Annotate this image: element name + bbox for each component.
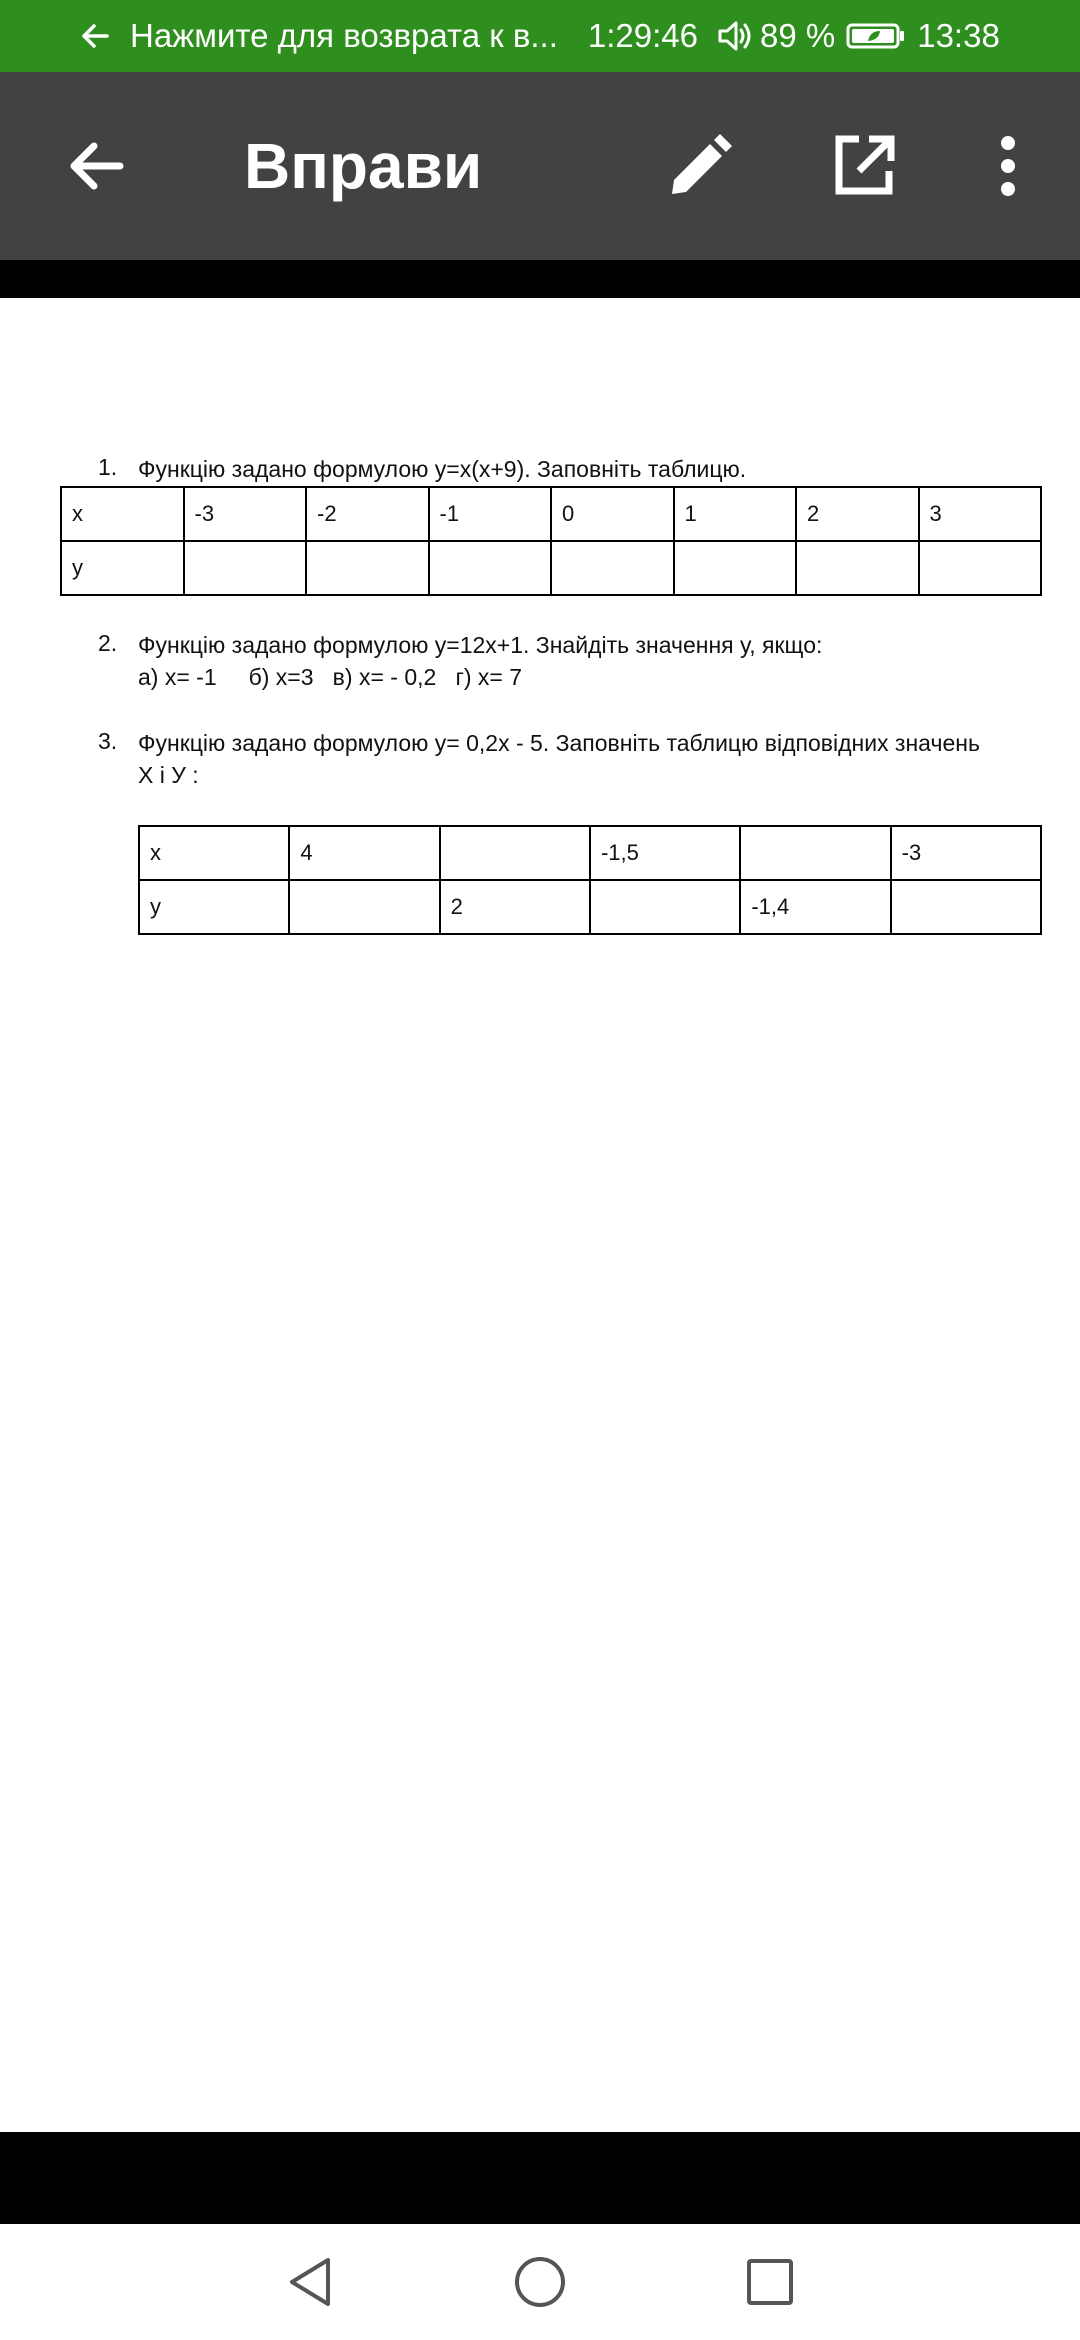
question-number: 1.: [98, 454, 118, 480]
back-arrow-icon[interactable]: [52, 122, 140, 210]
question-text-line2: Х і У :: [138, 762, 199, 788]
navigation-bar: [0, 2224, 1080, 2340]
table-cell: [919, 541, 1042, 595]
speaker-icon: [716, 18, 756, 54]
table-cell: 0: [551, 487, 674, 541]
status-bar: [0, 0, 1080, 72]
table-q3: [138, 825, 1042, 935]
bottom-divider: [0, 2132, 1080, 2224]
table-cell: 2: [796, 487, 919, 541]
table-cell: [740, 826, 890, 880]
table-cell: [551, 541, 674, 595]
more-vert-icon[interactable]: [964, 122, 1052, 210]
document-page[interactable]: [0, 298, 1080, 2132]
question-number: 2.: [98, 630, 118, 656]
table-cell: -1,5: [590, 826, 740, 880]
nav-recents-square-icon[interactable]: [740, 2252, 800, 2312]
table-row-header: y: [61, 541, 184, 595]
table-cell: -1: [429, 487, 552, 541]
table-cell: [306, 541, 429, 595]
battery-percent: 89 %: [760, 17, 836, 54]
nav-back-triangle-icon[interactable]: [280, 2252, 340, 2312]
question-number: 3.: [98, 728, 118, 754]
pencil-icon[interactable]: [656, 122, 744, 210]
table-cell: [184, 541, 307, 595]
question-text: Функцію задано формулою y=12x+1. Знайдіть значення у, якщо:: [138, 632, 823, 658]
open-external-icon[interactable]: [820, 122, 908, 210]
table-cell: -1,4: [740, 880, 890, 934]
table-cell: [440, 826, 590, 880]
status-clock: 13:38: [917, 17, 1000, 54]
top-divider: [0, 260, 1080, 298]
table-row-header: x: [61, 487, 184, 541]
table-cell: 4: [289, 826, 439, 880]
nav-home-circle-icon[interactable]: [510, 2252, 570, 2312]
table-cell: [590, 880, 740, 934]
table-cell: [674, 541, 797, 595]
return-to-call-text[interactable]: Нажмите для возврата к в...: [130, 17, 558, 54]
table-cell: [891, 880, 1041, 934]
table-cell: -2: [306, 487, 429, 541]
call-timer: 1:29:46: [587, 17, 698, 54]
app-bar: [0, 72, 1080, 260]
table-cell: 2: [440, 880, 590, 934]
table-cell: [429, 541, 552, 595]
table-row: [139, 880, 1041, 934]
table-cell: [289, 880, 439, 934]
table-cell: [796, 541, 919, 595]
table-row: [61, 487, 1041, 541]
page-title: Вправи: [244, 130, 483, 202]
table-cell: 1: [674, 487, 797, 541]
question-text: Функцію задано формулою y=x(x+9). Заповніть таблицю.: [138, 456, 747, 482]
table-row-header: x: [139, 826, 289, 880]
table-row-header: y: [139, 880, 289, 934]
battery-icon: [845, 21, 907, 51]
table-cell: -3: [891, 826, 1041, 880]
question-text: Функцію задано формулою y= 0,2x - 5. Заповніть таблицю відповідних значень: [138, 730, 980, 756]
table-row: [61, 541, 1041, 595]
return-arrow-icon[interactable]: [78, 19, 112, 53]
table-q1: [60, 486, 1042, 596]
table-row: [139, 826, 1041, 880]
table-cell: -3: [184, 487, 307, 541]
question-subitems: а) х= -1 б) х=3 в) х= - 0,2 г) х= 7: [138, 664, 523, 690]
table-cell: 3: [919, 487, 1042, 541]
